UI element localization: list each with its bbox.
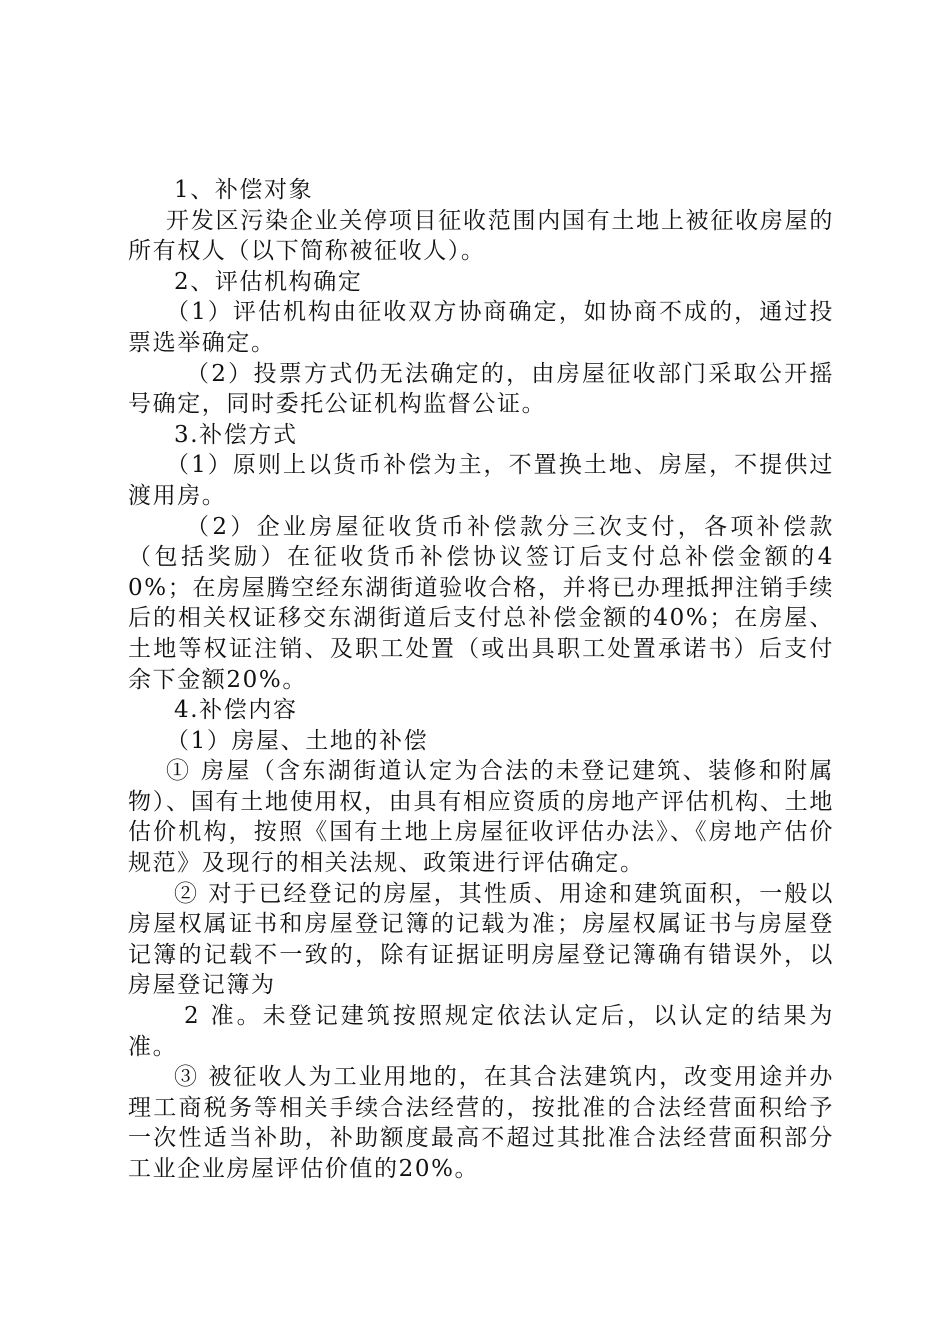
heading-compensation-method: 3.补偿方式 [174, 421, 298, 448]
paragraph-appraisal-1: （1）评估机构由征收双方协商确定，如协商不成的，通过投票选举确定。 [128, 299, 834, 356]
document-page [128, 175, 834, 1185]
paragraph-appraisal-2: （2）投票方式仍无法确定的，由房屋征收部门采取公开摇号确定，同时委托公证机构监督公证。 [128, 360, 834, 418]
heading-compensation-target: 1、补偿对象 [174, 177, 314, 203]
subheading-house-land: （1）房屋、土地的补偿 [166, 727, 429, 754]
paragraph-content-3: ③ 被征收人为工业用地的，在其合法建筑内，改变用途并办理工商税务等相关手续合法经营的，按批准的合法经营面积给予一次性适当补助，补助额度最高不超过其批准合法经营面积部分工业企业房屋评估价值的20%。 [128, 1064, 834, 1182]
heading-appraisal-agency: 2、评估机构确定 [174, 268, 363, 295]
paragraph-content-2-cont: 2 准。未登记建筑按照规定依法认定后，以认定的结果为准。 [128, 1003, 834, 1060]
paragraph-content-1: ① 房屋（含东湖街道认定为合法的未登记建筑、装修和附属物）、国有土地使用权，由具有相应资质的房地产评估机构、土地估价机构，按照《国有土地上房屋征收评估办法》、《房地产估价规范》及现行的相关法规、政策进行评估确定。 [128, 758, 834, 877]
paragraph-compensation-target: 开发区污染企业关停项目征收范围内国有土地上被征收房屋的所有权人（以下简称被征收人）。 [128, 207, 834, 265]
heading-compensation-content: 4.补偿内容 [174, 697, 298, 724]
paragraph-method-2: （2）企业房屋征收货币补偿款分三次支付，各项补偿款（包括奖励）在征收货币补偿协议签订后支付总补偿金额的40%；在房屋腾空经东湖街道验收合格，并将已办理抵押注销手续后的相关权证移交东湖街道后支付总补偿金额的40%；在房屋、土地等权证注销、及职工处置（或出具职工处置承诺书）后支付余下金额20%。 [128, 513, 834, 693]
paragraph-method-1: （1）原则上以货币补偿为主，不置换土地、房屋，不提供过渡用房。 [128, 452, 834, 509]
paragraph-content-2: ② 对于已经登记的房屋，其性质、用途和建筑面积，一般以房屋权属证书和房屋登记簿的记载为准；房屋权属证书与房屋登记簿的记载不一致的，除有证据证明房屋登记簿确有错误外，以房屋登记簿为 [128, 880, 834, 999]
